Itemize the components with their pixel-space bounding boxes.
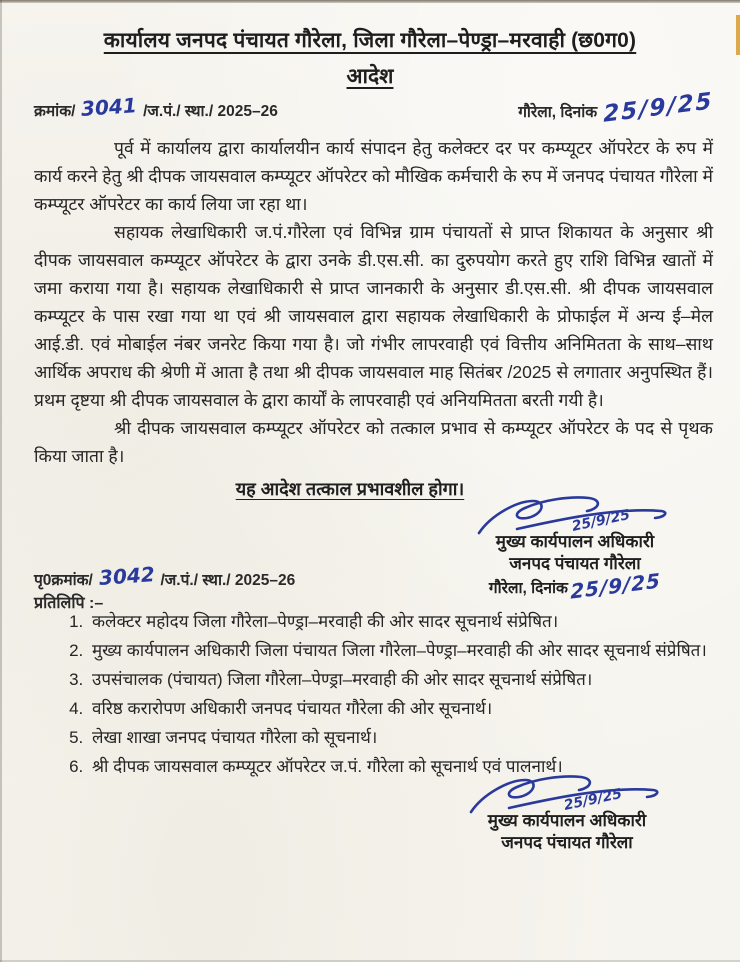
serial-number-line [34, 93, 278, 121]
signatory-office: जनपद पंचायत गौरेला [509, 554, 641, 573]
body-paragraph-1: पूर्व में कार्यालय द्वारा कार्यालयीन कार्य संपादन हेतु कलेक्टर दर पर कम्प्यूटर ऑपरेटर के रुप में कार्य करने हेतु श्री दीपक जायसवाल कम्प्यूटर ऑपरेटर को मौखिक कर्मचारी के रुप में जनपद पंचायत गौरेला में कम्प्यूटर ऑपरेटर का कार्य लिया जा रहा था। [34, 138, 713, 214]
body-paragraph-3: श्री दीपक जायसवाल कम्प्यूटर ऑपरेटर को तत्काल प्रभाव से कम्प्यूटर ऑपरेटर के पद से पृथक किया जाता है। [34, 418, 713, 466]
date-handwritten: 25/9/25 [603, 88, 714, 128]
copy-recipient-item: 2. मुख्य कार्यपालन अधिकारी जिला पंचायत जिला गौरेला–पेण्ड्रा–मरवाही की ओर सादर सूचनार्थ संप्रेषित। [88, 637, 714, 665]
endorsement-reference-line [34, 562, 296, 590]
signatory-designation: मुख्य कार्यपालन अधिकारी [495, 532, 655, 551]
copy-recipient-item: 4. वरिष्ठ करारोपण अधिकारी जनपद पंचायत गौरेला की ओर सूचनार्थ। [88, 695, 714, 723]
reference-line [34, 88, 714, 128]
copy-recipient-item: 5. लेखा शाखा जनपद पंचायत गौरेला को सूचनार्थ। [88, 724, 714, 752]
signature-block-bottom [432, 768, 702, 854]
serial-label: क्रमांक/ [34, 103, 76, 120]
order-body [34, 134, 713, 470]
serial-number-handwritten: 3041 [80, 93, 138, 121]
signature-date-handwriting: 25/9/25 [562, 786, 624, 814]
signatory-designation: मुख्य कार्यपालन अधिकारी [487, 811, 647, 830]
signatory-office: जनपद पंचायत गौरेला [501, 833, 633, 852]
body-paragraph-2: सहायक लेखाधिकारी ज.पं.गौरेला एवं विभिन्न ग्राम पंचायतों से प्राप्त शिकायत के अनुसार श्री दीपक जायसवाल कम्प्यूटर ऑपरेटर के द्वारा उनके डी.एस.सी. का दुरुपयोग करते हुए राशि विभिन्न खातों में जमा कराया गया है। सहायक लेखाधिकारी से प्राप्त जानकारी के अनुसार डी.एस.सी. श्री दीपक जायसवाल कम्प्यूटर के पास रखा गया था एवं श्री जायसवाल द्वारा सहायक लेखाधिकारी के प्रोफाईल में अन्य ई–मेल आई.डी. एवं मोबाईल नंबर जनरेट किया गया है। जो गंभीर लापरवाही एवं वित्तीय अनिमितता के साथ–साथ आर्थिक अपराध की श्रेणी में आता है तथा श्री दीपक जायसवाल माह सितंबर /2025 से लगातार अनुपस्थित हैं। प्रथम दृष्टया श्री दीपक जायसवाल के द्वारा कार्यों के लापरवाही एवं अनियमितता बरती गयी है। [34, 222, 713, 410]
endorsement-ref-number-handwritten: 3042 [98, 562, 156, 590]
copy-recipient-list [62, 608, 714, 782]
office-title: कार्यालय जनपद पंचायत गौरेला, जिला गौरेला–पेण्ड्रा–मरवाही (छ0ग0) [103, 29, 637, 52]
signature-date-handwriting: 25/9/25 [570, 507, 632, 535]
signature-date-handwritten: 25/9/25 [570, 568, 661, 604]
place-date-line [518, 88, 714, 128]
copy-recipient-item: 3. उपसंचालक (पंचायत) जिला गौरेला–पेण्ड्रा–मरवाही की ओर सादर सूचनार्थ संप्रेषित। [88, 666, 714, 694]
endorsement-ref-label: पृ0क्रमांक/ [34, 572, 93, 589]
effective-immediately-line: यह आदेश तत्काल प्रभावशील होगा। [235, 479, 465, 499]
signature-place-date [440, 568, 710, 604]
scan-edge-orange-mark [736, 15, 740, 55]
signature-scribble-icon [465, 489, 685, 547]
signature-place-date-label: गौरेला, दिनांक [488, 580, 568, 597]
copy-recipient-item: 1. कलेक्टर महोदय जिला गौरेला–पेण्ड्रा–मरवाही की ओर सादर सूचनार्थ संप्रेषित। [88, 608, 714, 636]
place-date-label: गौरेला, दिनांक [518, 104, 598, 121]
signature-block-top [440, 489, 710, 604]
serial-suffix: /ज.पं./ स्था./ 2025–26 [143, 103, 278, 120]
signature-scribble-icon [457, 768, 677, 826]
copy-recipient-item: 6. श्री दीपक जायसवाल कम्प्यूटर ऑपरेटर ज.पं. गौरेला को सूचनार्थ एवं पालनार्थ। [88, 753, 714, 781]
order-heading: आदेश [346, 65, 394, 88]
copy-to-label: प्रतिलिपि :– [34, 595, 104, 612]
endorsement-ref-suffix: /ज.पं./ स्था./ 2025–26 [160, 572, 296, 589]
scan-edge-top [0, 0, 740, 3]
